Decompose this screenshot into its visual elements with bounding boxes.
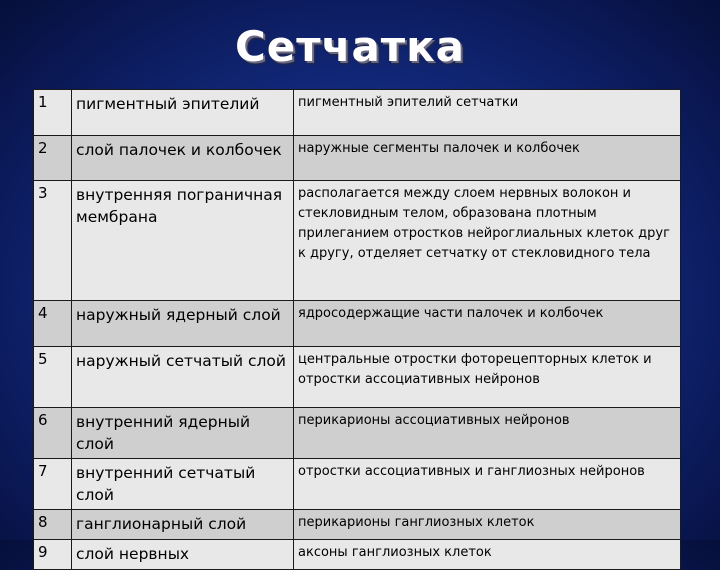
row-number: 8: [34, 510, 72, 540]
row-number: 5: [34, 347, 72, 408]
layer-description: пигментный эпителий сетчатки: [294, 90, 681, 136]
layer-name: наружный сетчатый слой: [72, 347, 294, 408]
layer-name: внутренняя пограничная мембрана: [72, 181, 294, 301]
row-number: 4: [34, 301, 72, 347]
row-number: 9: [34, 540, 72, 570]
layer-description: перикарионы ассоциативных нейронов: [294, 408, 681, 459]
table-row: [34, 90, 681, 136]
row-number: 1: [34, 90, 72, 136]
table-row: [34, 459, 681, 510]
layer-description: располагается между слоем нервных волокон и стекловидным телом, образована плотным прилеганием отростков нейроглиальных клеток друг к другу, отделяет сетчатку от стекловидного тела: [294, 181, 681, 301]
layer-description: ядросодержащие части палочек и колбочек: [294, 301, 681, 347]
layer-description: наружные сегменты палочек и колбочек: [294, 136, 681, 181]
table-row: [34, 540, 681, 570]
row-number: 6: [34, 408, 72, 459]
layer-name: внутренний ядерный слой: [72, 408, 294, 459]
row-number: 7: [34, 459, 72, 510]
layer-name: слой палочек и колбочек: [72, 136, 294, 181]
layer-description: перикарионы ганглиозных клеток: [294, 510, 681, 540]
layer-description: центральные отростки фоторецепторных клеток и отростки ассоциативных нейронов: [294, 347, 681, 408]
table-row: [34, 181, 681, 301]
layer-name: наружный ядерный слой: [72, 301, 294, 347]
table-row: [34, 301, 681, 347]
slide-title: Сетчатка: [234, 22, 466, 71]
row-number: 3: [34, 181, 72, 301]
layer-name: ганглионарный слой: [72, 510, 294, 540]
layer-name: пигментный эпителий: [72, 90, 294, 136]
table-row: [34, 347, 681, 408]
layer-description: отростки ассоциативных и ганглиозных нейронов: [294, 459, 681, 510]
layer-name: внутренний сетчатый слой: [72, 459, 294, 510]
table-row: [34, 510, 681, 540]
layer-description: аксоны ганглиозных клеток: [294, 540, 681, 570]
table-row: [34, 136, 681, 181]
row-number: 2: [34, 136, 72, 181]
layer-name: слой нервных: [72, 540, 294, 570]
table-row: [34, 408, 681, 459]
retina-layers-table: [33, 89, 681, 570]
